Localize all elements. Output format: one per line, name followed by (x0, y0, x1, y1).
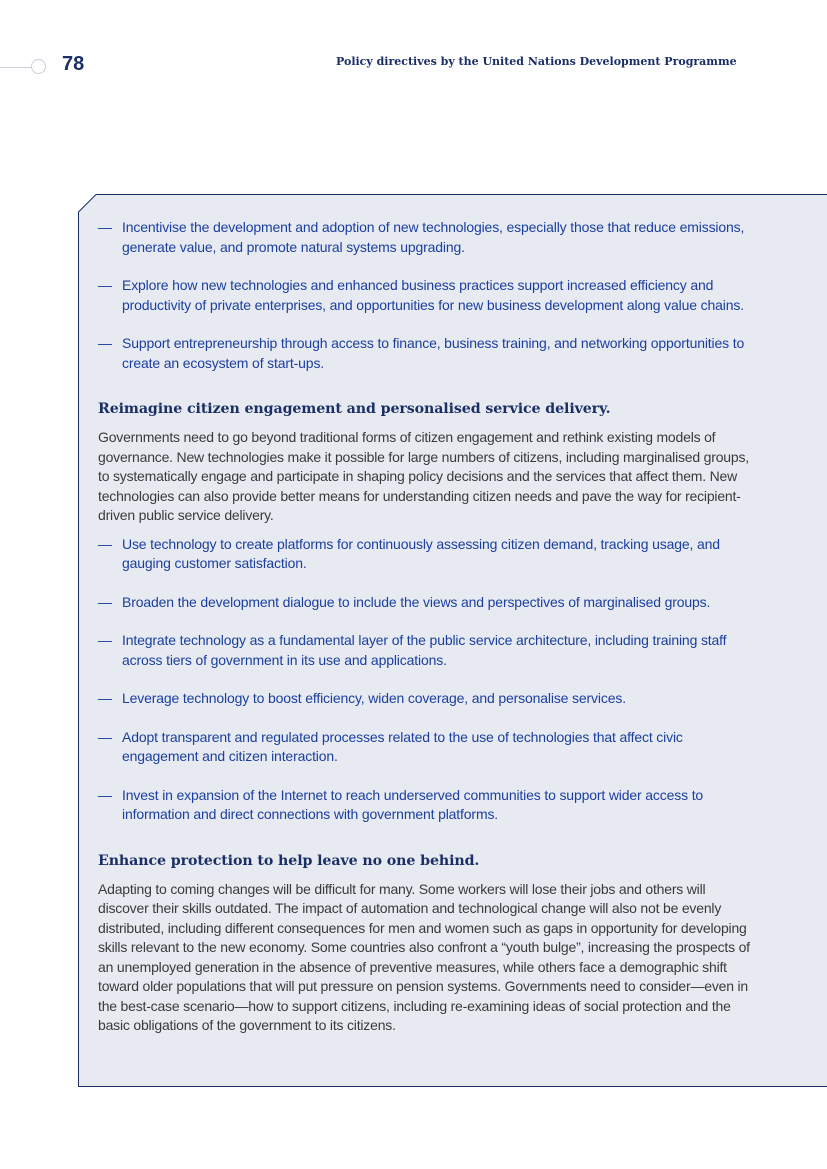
list-item: — Support entrepreneurship through access to finance, business training, and networking opportunities to create an ecosystem of start-ups. (98, 334, 750, 373)
page-number: 78 (62, 53, 85, 75)
panel-content (98, 218, 750, 1045)
running-head: Policy directives by the United Nations Development Programme (336, 55, 737, 68)
list-item: — Adopt transparent and regulated processes related to the use of technologies that affect civic engagement and citizen interaction. (98, 728, 750, 767)
header-circle-ornament (31, 59, 46, 74)
section-body-citizen-engagement: Governments need to go beyond traditional forms of citizen engagement and rethink existing models of governance. New technologies make it possible for large numbers of citizens, including marginalised groups, to systematically engage and participate in shaping policy decisions and the services that affect them. New technologies can also provide better means for understanding citizen needs and pave the way for recipient-driven public service delivery. (98, 429, 749, 523)
list-item: — Explore how new technologies and enhanced business practices support increased efficiency and productivity of private enterprises, and opportunities for new business development along value chains. (98, 276, 750, 315)
section-heading-citizen-engagement: Reimagine citizen engagement and personalised service delivery. (98, 401, 611, 417)
list-item: — Incentivise the development and adoption of new technologies, especially those that reduce emissions, generate value, and promote natural systems upgrading. (98, 218, 750, 257)
list-economic-directives (98, 218, 750, 373)
section-heading-protection: Enhance protection to help leave no one behind. (98, 852, 480, 869)
section-body-protection: Adapting to coming changes will be difficult for many. Some workers will lose their jobs and others will discover their skills outdated. The impact of automation and technological change will also not be evenly distributed, including different consequences for men and women such as gaps in opportunity for developing skills relevant to the new economy. Some countries also confront a “youth bulge”, increasing the prospects of an unemployed generation in the absence of preventive measures, while others face a demographic shift toward older populations that will put pressure on pension systems. Governments need to consider—even in the best-case scenario—how to support citizens, including re-examining ideas of social protection and the basic obligations of the government to its citizens. (98, 880, 750, 1033)
list-item: — Broaden the development dialogue to include the views and perspectives of marginalised groups. (98, 593, 750, 613)
list-item: — Use technology to create platforms for continuously assessing citizen demand, tracking usage, and gauging customer satisfaction. (98, 535, 750, 574)
list-item: — Integrate technology as a fundamental layer of the public service architecture, including training staff across tiers of government in its use and applications. (98, 631, 750, 670)
list-item: — Leverage technology to boost efficiency, widen coverage, and personalise services. (98, 689, 750, 709)
header-rule (0, 67, 32, 68)
list-citizen-directives (98, 535, 750, 825)
list-item: — Invest in expansion of the Internet to reach underserved communities to support wider access to information and direct connections with government platforms. (98, 786, 750, 825)
content-panel (78, 194, 827, 1087)
